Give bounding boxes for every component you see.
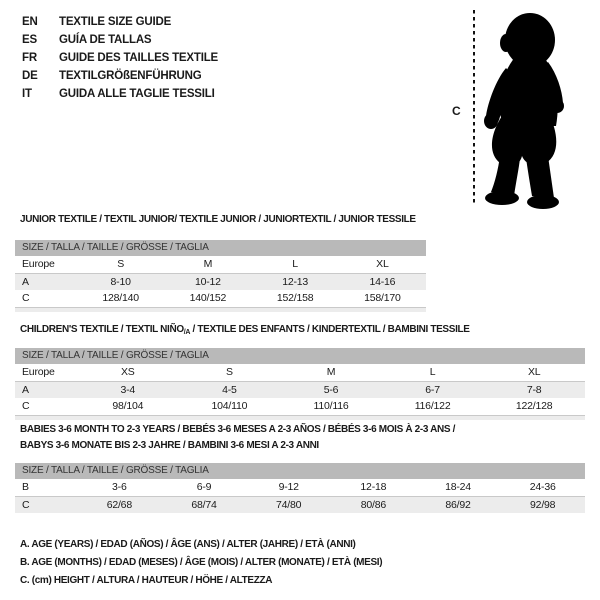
junior-size-table — [15, 240, 426, 312]
junior-table-title: JUNIOR TEXTILE / TEXTIL JUNIOR/ TEXTILE JUNIOR / JUNIORTEXTIL / JUNIOR TESSILE — [20, 214, 416, 225]
size-cell: 14-16 — [369, 276, 396, 288]
size-cell: 9-12 — [278, 481, 299, 493]
guide-title-es: GUÍA DE TALLAS — [59, 34, 152, 46]
table-row-age-months — [15, 479, 585, 496]
row-label: A — [22, 384, 29, 396]
size-cell: 128/140 — [102, 292, 139, 304]
table-bottom-strip — [15, 415, 585, 420]
row-label: B — [22, 481, 29, 493]
lang-row-fr — [22, 49, 218, 67]
lang-code: IT — [22, 88, 32, 100]
title-line-2: BABYS 3-6 MONATE BIS 2-3 JAHRE / BAMBINI 3-6 MESI A 2-3 ANNI — [20, 440, 319, 451]
size-header-band: SIZE / TALLA / TAILLE / GRÖSSE / TAGLIA — [15, 463, 585, 479]
lang-code: FR — [22, 52, 37, 64]
title-line-1: BABIES 3-6 MONTH TO 2-3 YEARS / BEBÉS 3-6 MESES A 2-3 AÑOS / BÉBÉS 3-6 MOIS À 2-3 ANS / — [20, 424, 456, 435]
table-bottom-strip — [15, 307, 426, 312]
size-cell: 3-4 — [120, 384, 136, 396]
size-cell: 110/116 — [313, 400, 349, 412]
size-cell: 152/158 — [276, 292, 314, 304]
size-cell: 98/104 — [112, 400, 144, 412]
size-cell: 68/74 — [191, 499, 217, 511]
size-cell: 3-6 — [112, 481, 127, 493]
size-cell: 104/110 — [211, 400, 248, 412]
toddler-silhouette-icon — [440, 4, 598, 212]
legend-line-c: C. (cm) HEIGHT / ALTURA / HAUTEUR / HÖHE / ALTEZZA — [20, 575, 273, 586]
size-cell: L — [429, 366, 436, 378]
size-cell: 6-7 — [425, 384, 440, 396]
language-title-list — [22, 13, 218, 103]
size-cell: 4-5 — [222, 384, 237, 396]
lang-row-de — [22, 67, 218, 85]
size-header-band: SIZE / TALLA / TAILLE / GRÖSSE / TAGLIA — [15, 240, 426, 256]
table-row-age — [15, 273, 426, 290]
size-cell: 92/98 — [530, 499, 556, 511]
guide-title-fr: GUIDE DES TAILLES TEXTILE — [59, 52, 218, 64]
childrens-table-title — [20, 324, 470, 335]
size-cell: 122/128 — [515, 400, 553, 412]
row-label: C — [22, 499, 30, 511]
size-cell: XL — [376, 258, 389, 270]
size-cell: S — [117, 258, 125, 270]
row-label: A — [22, 276, 29, 288]
size-cell: M — [203, 258, 213, 270]
size-cell: 158/170 — [364, 292, 401, 304]
table-row-europe — [15, 256, 426, 273]
toddler-body — [484, 13, 564, 209]
table-row-height — [15, 290, 426, 307]
size-cell: 74/80 — [276, 499, 302, 511]
height-measure-label: C — [452, 104, 461, 118]
size-cell: 80/86 — [360, 499, 386, 511]
size-cell: S — [225, 366, 233, 378]
table-row-age — [15, 381, 585, 398]
measure-legend — [20, 536, 382, 590]
babies-table-title — [20, 422, 455, 454]
lang-code: EN — [22, 16, 38, 28]
lang-row-en — [22, 13, 218, 31]
table-row-europe — [15, 364, 585, 381]
size-cell: M — [326, 366, 336, 378]
table-row-height — [15, 398, 585, 415]
size-cell: XS — [120, 366, 135, 378]
size-cell: 24-36 — [529, 481, 556, 493]
title-text: CHILDREN'S TEXTILE / TEXTIL NIÑO — [20, 324, 184, 335]
size-cell: 12-18 — [360, 481, 387, 493]
table-row-height — [15, 496, 585, 513]
row-label: Europe — [22, 366, 55, 378]
title-text: / TEXTILE DES ENFANTS / KINDERTEXTIL / BAMBINI TESSILE — [190, 324, 470, 335]
guide-title-de: TEXTILGRÖßENFÜHRUNG — [59, 70, 202, 82]
lang-row-es — [22, 31, 218, 49]
measurement-figure — [440, 4, 598, 212]
size-cell: 18-24 — [445, 481, 471, 493]
legend-line-b: B. AGE (MONTHS) / EDAD (MESES) / ÂGE (MOIS) / ALTER (MONATE) / ETÀ (MESI) — [20, 557, 383, 568]
guide-title-en: TEXTILE SIZE GUIDE — [59, 16, 172, 28]
lang-code: ES — [22, 34, 37, 46]
row-label: C — [22, 292, 30, 304]
guide-title-it: GUIDA ALLE TAGLIE TESSILI — [59, 88, 215, 100]
size-cell: 12-13 — [282, 276, 309, 288]
size-cell: 7-8 — [526, 384, 542, 396]
legend-line-a: A. AGE (YEARS) / EDAD (AÑOS) / ÂGE (ANS) / ALTER (JAHRE) / ETÀ (ANNI) — [20, 539, 356, 550]
size-cell: 6-9 — [196, 481, 212, 493]
title-subscript: /A — [183, 329, 191, 336]
babies-size-table — [15, 463, 585, 513]
size-cell: 5-6 — [323, 384, 339, 396]
row-label: C — [22, 400, 30, 412]
size-cell: 10-12 — [194, 276, 221, 288]
row-label: Europe — [22, 258, 55, 270]
size-cell: 116/122 — [414, 400, 451, 412]
size-header-band: SIZE / TALLA / TAILLE / GRÖSSE / TAGLIA — [15, 348, 585, 364]
size-cell: 8-10 — [110, 276, 131, 288]
size-cell: 62/68 — [106, 499, 132, 511]
size-cell: L — [292, 258, 298, 270]
childrens-size-table — [15, 348, 585, 420]
size-cell: 86/92 — [445, 499, 471, 511]
size-cell: 140/152 — [189, 292, 227, 304]
lang-code: DE — [22, 70, 38, 82]
size-cell: XL — [527, 366, 541, 378]
lang-row-it — [22, 85, 218, 103]
